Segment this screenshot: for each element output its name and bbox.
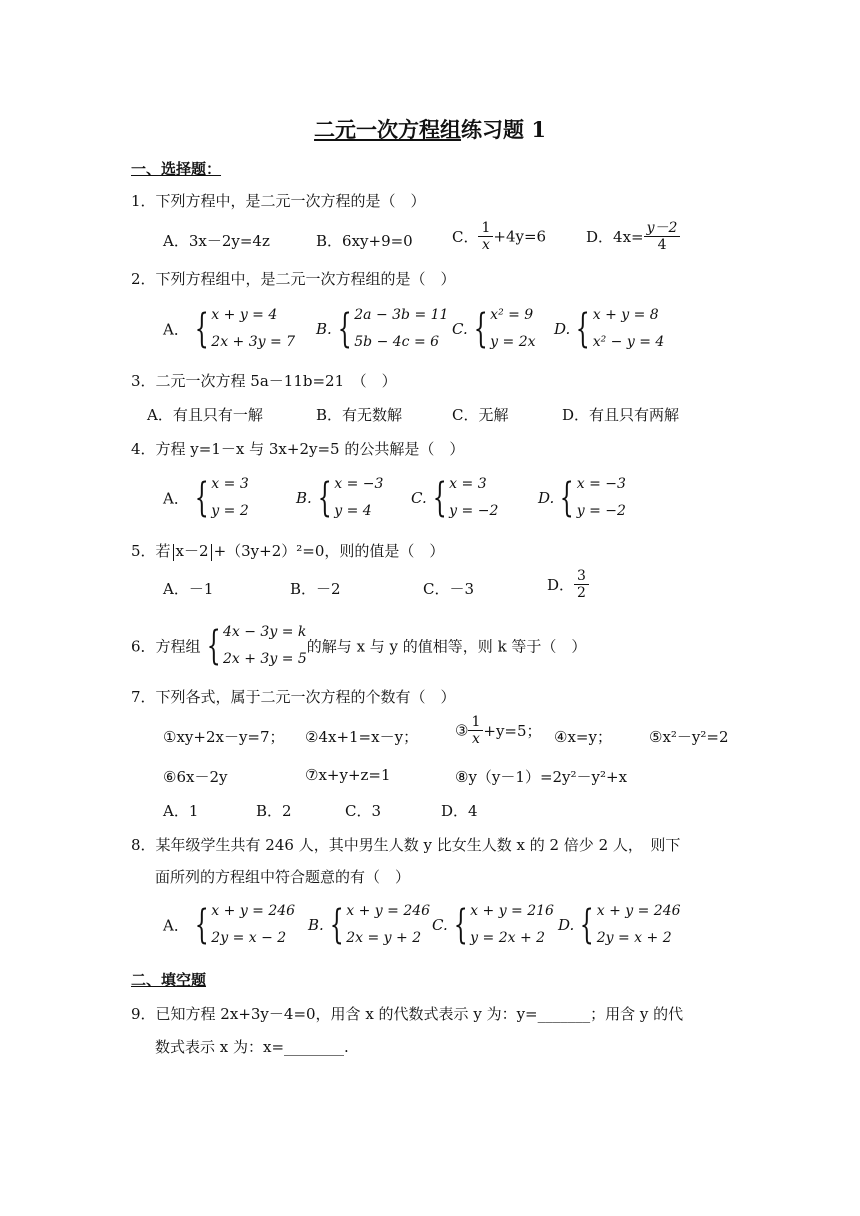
q2-option-c: C. { x² = 9 y = 2x xyxy=(452,306,536,352)
q7-option-c: C．3 xyxy=(345,802,382,820)
q4-option-d: D. { x = −3 y = −2 xyxy=(538,475,626,521)
q7-item-5: ⑤x²－y²=2 xyxy=(649,728,729,746)
q8-option-a: A． { x + y = 246 2y = x − 2 xyxy=(163,902,296,948)
q1-option-b: B．6xy+9=0 xyxy=(316,232,413,250)
q7-item-3: ③ $\frac{1}{x}$ +y=5； xyxy=(455,714,542,747)
question-9-line-1: 9．已知方程 2x+3y－4=0，用含 x 的代数式表示 y 为：y=_______；用含 y 的代 xyxy=(131,1005,684,1023)
q5-option-d: D． $\frac{3}{2}$ xyxy=(547,568,589,601)
q8-option-c: C. { x + y = 216 y = 2x + 2 xyxy=(432,902,554,948)
q1-option-a: A．3x－2y=4z xyxy=(163,232,270,250)
question-8-line-1: 8．某年级学生共有 246 人，其中男生人数 y 比女生人数 x 的 2 倍少 2 人， 则下 xyxy=(131,836,681,854)
q3-option-b: B．有无数解 xyxy=(316,406,403,424)
page-title: 二元一次方程组练习题 1 xyxy=(314,117,546,142)
question-3-stem: 3．二元一次方程 5a－11b=21 （ ） xyxy=(131,372,397,390)
section-heading-choice: 一、选择题： xyxy=(131,160,222,178)
q7-option-d: D．4 xyxy=(441,802,478,820)
q7-option-b: B．2 xyxy=(256,802,292,820)
q1-option-c: C． $\frac{1}{x}$ +4y=6 xyxy=(452,220,547,253)
q4-option-b: B. { x = −3 y = 4 xyxy=(296,475,384,521)
q7-item-1: ①xy+2x－y=7； xyxy=(163,728,285,746)
question-6: 6．方程组 { 4x − 3y = k 2x + 3y = 5 的解与 x 与 y 的值相等，则 k 等于（ ） xyxy=(131,623,587,669)
question-8-line-2: 面所列的方程组中符合题意的有（ ） xyxy=(155,868,411,886)
question-2-stem: 2．下列方程组中，是二元一次方程组的是（ ） xyxy=(131,270,456,288)
q8-option-d: D. { x + y = 246 2y = x + 2 xyxy=(558,902,681,948)
q7-item-6: ⑥6x－2y xyxy=(163,768,228,786)
q4-option-a: A． { x = 3 y = 2 xyxy=(163,475,249,521)
q5-option-a: A．－1 xyxy=(163,580,214,598)
question-9-line-2: 数式表示 x 为：x=________. xyxy=(155,1038,349,1056)
q3-option-a: A．有且只有一解 xyxy=(147,406,263,424)
q4-option-c: C. { x = 3 y = −2 xyxy=(411,475,499,521)
q7-item-4: ④x=y； xyxy=(554,728,612,746)
q7-item-7: ⑦x+y+z=1 xyxy=(305,766,391,784)
q8-option-b: B. { x + y = 246 2x = y + 2 xyxy=(308,902,431,948)
question-4-stem: 4．方程 y=1－x 与 3x+2y=5 的公共解是（ ） xyxy=(131,440,465,458)
section-heading-fill: 二、填空题 xyxy=(131,971,207,989)
q7-option-a: A．1 xyxy=(163,802,199,820)
q3-option-c: C．无解 xyxy=(452,406,509,424)
q5-option-b: B．－2 xyxy=(290,580,341,598)
question-1-stem: 1．下列方程中，是二元一次方程的是（ ） xyxy=(131,192,426,210)
q7-item-2: ②4x+1=x－y； xyxy=(305,728,419,746)
q2-option-b: B. { 2a − 3b = 11 5b − 4c = 6 xyxy=(316,306,449,352)
q5-option-c: C．－3 xyxy=(423,580,475,598)
question-7-stem: 7．下列各式，属于二元一次方程的个数有（ ） xyxy=(131,688,456,706)
q2-option-d: D. { x + y = 8 x² − y = 4 xyxy=(554,306,665,352)
q7-item-8: ⑧y（y－1）=2y²－y²+x xyxy=(455,768,628,786)
q2-option-a: A． { x + y = 4 2x + 3y = 7 xyxy=(163,306,296,352)
question-5-stem: 5．若 x－2 +（3y+2）²=0，则的值是（ ） xyxy=(131,542,445,560)
q3-option-d: D．有且只有两解 xyxy=(562,406,680,424)
q1-option-d: D．4x= $\frac{y-2}{4}$ xyxy=(586,220,680,253)
